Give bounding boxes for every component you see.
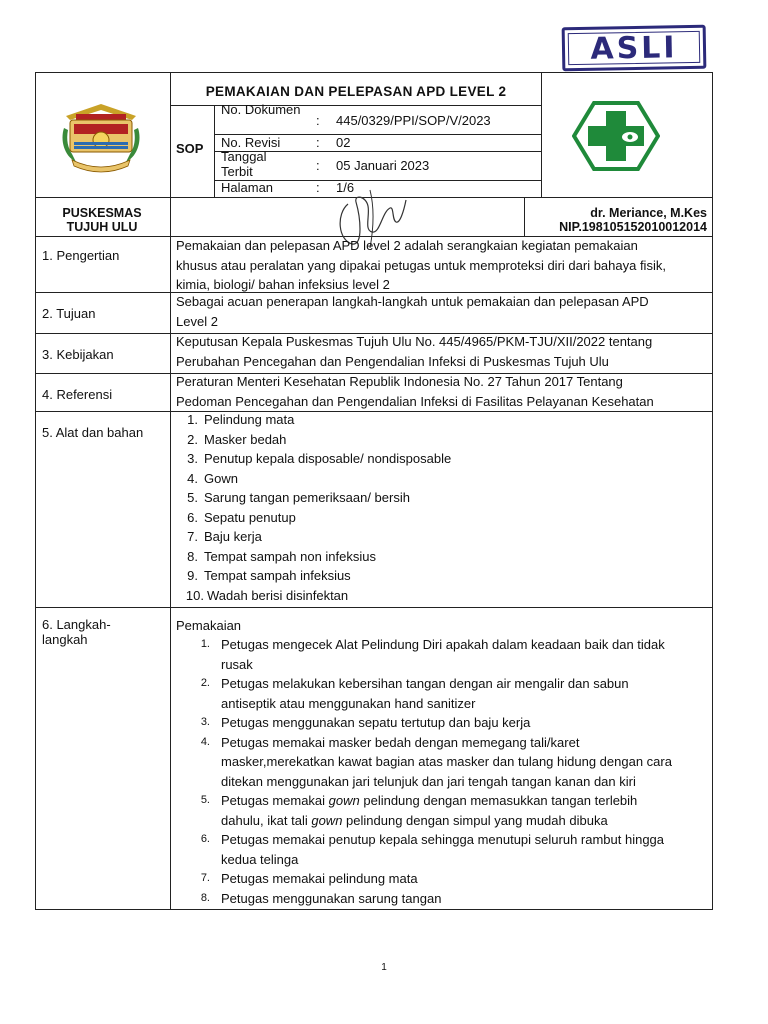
label-tujuan: 2. Tujuan <box>42 306 96 321</box>
list-item: 7. Baju kerja <box>187 529 262 544</box>
signer-name: dr. Meriance, M.Kes <box>590 206 707 220</box>
paragraph-line: Pemakaian dan pelepasan APD level 2 adalah serangkaian kegiatan pemakaian <box>176 238 638 253</box>
table-border-top <box>35 72 713 73</box>
meta-value-tanggal-terbit: 05 Januari 2023 <box>336 158 430 173</box>
tujuan-text <box>176 292 711 331</box>
step-item: 2. Petugas melakukan kebersihan tangan dengan air mengalir dan sabun antiseptik atau menggunakan hand sanitizer <box>200 676 629 711</box>
label-langkah <box>42 617 111 647</box>
referensi-text <box>176 372 711 411</box>
step-item: 1. Petugas mengecek Alat Pelindung Diri apakah dalam keadaan baik dan tidak rusak <box>200 637 665 672</box>
sign-divider <box>524 197 525 237</box>
puskesmas-logo <box>572 101 660 171</box>
paragraph-line: Level 2 <box>176 313 218 329</box>
meta-label-no-revisi: No. Revisi <box>221 135 281 150</box>
meta-colon: : <box>316 135 320 150</box>
pengertian-text <box>176 236 711 295</box>
paragraph-line: kimia, biologi/ bahan infeksius level 2 <box>176 277 390 292</box>
meta-label-tanggal-terbit: Tanggal Terbit <box>221 149 267 179</box>
stamp-text: ASLI <box>590 29 678 67</box>
meta-label-no-dokumen: No. Dokumen <box>221 102 301 117</box>
step-item: 4. Petugas memakai masker bedah dengan memegang tali/karet masker,merekatkan kawat bagian atas masker dan tulang hidung dengan cara ditekan menggunakan jari telunjuk dan jari tengah tangan kanan dan kiri <box>200 734 672 789</box>
step-item: 8. Petugas menggunakan sarung tangan <box>200 890 442 906</box>
list-item: 2. Masker bedah <box>187 431 287 447</box>
paragraph-line: Sebagai acuan penerapan langkah-langkah untuk pemakaian dan pelepasan APD <box>176 294 649 309</box>
meta-colon: : <box>316 180 320 195</box>
paragraph-line: Keputusan Kepala Puskesmas Tujuh Ulu No. 445/4965/PKM-TJU/XII/2022 tentang <box>176 334 653 349</box>
meta-colon: : <box>316 113 320 128</box>
list-item: 5. Sarung tangan pemeriksaan/ bersih <box>187 490 410 505</box>
label-langkah-line-2: langkah <box>42 632 88 647</box>
table-border-bottom <box>35 909 713 910</box>
step-item: 5. Petugas memakai gown pelindung dengan memasukkan tangan terlebih dahulu, ikat tali gown pelindung dengan simpul yang mudah dibuka <box>200 793 638 828</box>
langkah-subhead: Pemakaian <box>176 618 242 633</box>
alat-list <box>170 410 710 605</box>
sop-label: SOP <box>176 141 204 156</box>
list-item: 9. Tempat sampah infeksius <box>187 568 351 583</box>
label-alat-dan-bahan: 5. Alat dan bahan <box>42 425 144 440</box>
page-number: 1 <box>381 962 387 973</box>
step-item: 3. Petugas menggunakan sepatu tertutup dan baju kerja <box>200 715 531 730</box>
list-item: 10. Wadah berisi disinfektan <box>185 587 349 603</box>
document-title: PEMAKAIAN DAN PELEPASAN APD LEVEL 2 <box>205 84 507 99</box>
list-item: 4. Gown <box>187 470 238 486</box>
kebijakan-text <box>176 332 711 371</box>
list-item: 8. Tempat sampah non infeksius <box>187 548 376 564</box>
label-pengertian: 1. Pengertian <box>42 248 120 263</box>
asli-stamp <box>562 25 707 72</box>
institution-name: PUSKESMAS TUJUH ULU <box>62 206 142 234</box>
label-kebijakan: 3. Kebijakan <box>42 347 114 362</box>
list-item: 1. Pelindung mata <box>187 412 295 427</box>
paragraph-line: Pedoman Pencegahan dan Pengendalian Infeksi di Fasilitas Pelayanan Kesehatan <box>176 393 654 409</box>
step-item: 7. Petugas memakai pelindung mata <box>200 871 418 886</box>
signer-nip: NIP.198105152010012014 <box>559 220 707 234</box>
langkah-steps <box>170 635 710 908</box>
meta-colon: : <box>316 158 320 173</box>
meta-value-halaman: 1/6 <box>336 180 355 195</box>
label-langkah-line-1: 6. Langkah- <box>42 617 111 632</box>
paragraph-line: Perubahan Pencegahan dan Pengendalian Infeksi di Puskesmas Tujuh Ulu <box>176 353 609 369</box>
meta-value-no-dokumen: 445/0329/PPI/SOP/V/2023 <box>336 113 491 128</box>
row-line-5 <box>35 607 713 608</box>
paragraph-line: Peraturan Menteri Kesehatan Republik Indonesia No. 27 Tahun 2017 Tentang <box>176 374 623 389</box>
list-item: 6. Sepatu penutup <box>187 509 296 525</box>
list-item: 3. Penutup kepala disposable/ nondisposable <box>187 451 452 466</box>
meta-label-halaman: Halaman <box>221 180 274 195</box>
regional-emblem-logo <box>58 100 144 176</box>
label-referensi: 4. Referensi <box>42 387 113 402</box>
step-item: 6. Petugas memakai penutup kepala sehingga menutupi seluruh rambut hingga kedua telinga <box>200 832 665 867</box>
meta-value-no-revisi: 02 <box>336 135 351 150</box>
paragraph-line: khusus atau peralatan yang dipakai petugas untuk memproteksi diri dari bahaya fisik, <box>176 257 666 273</box>
